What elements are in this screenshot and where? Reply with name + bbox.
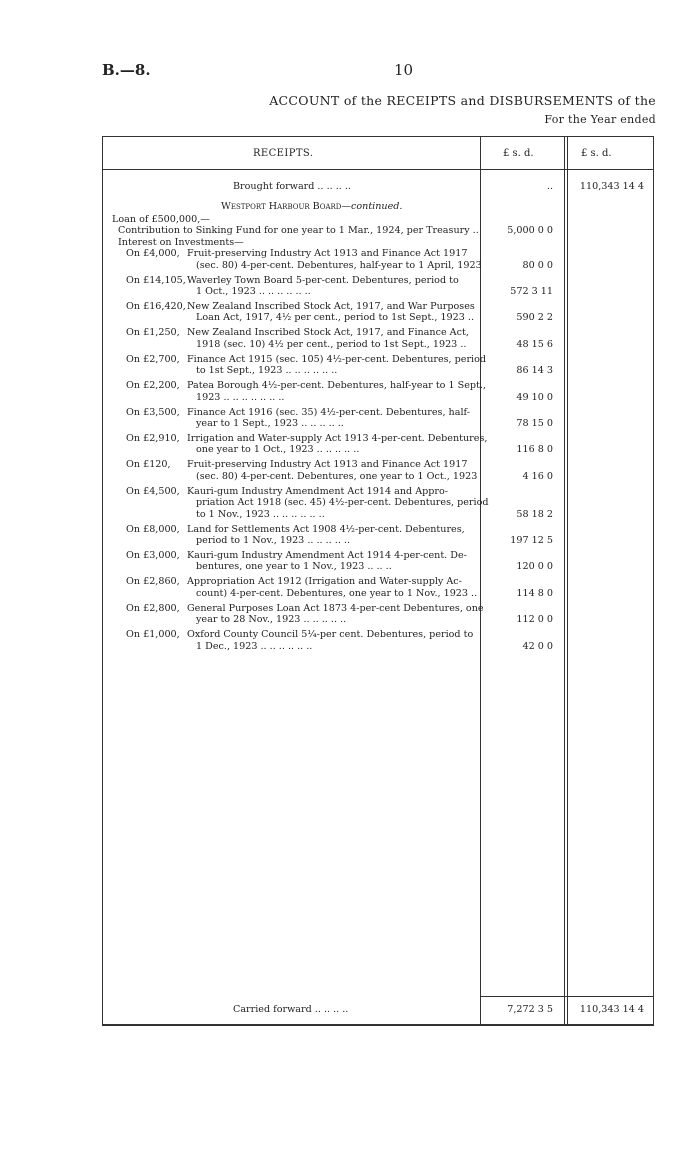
row-description: Kauri-gum Industry Amendment Act 1914 4-per-cent. De- <box>187 550 467 561</box>
row-prefix: On £2,860, <box>126 576 180 588</box>
total-rule <box>480 996 653 997</box>
row-prefix: On £4,500, <box>126 485 180 497</box>
row-description: Waverley Town Board 5-per-cent. Debentures, period to <box>187 274 459 286</box>
row-description: Appropriation Act 1912 (Irrigation and Water-supply Ac- <box>187 576 462 588</box>
row-amount: 49 10 0 <box>516 391 553 403</box>
brought-forward-amount2: 110,343 14 4 <box>579 181 644 192</box>
row-description-cont: to 1 Nov., 1923 .. .. .. .. .. .. <box>196 508 325 520</box>
row-amount: 114 8 0 <box>516 587 553 599</box>
row-prefix: On £2,800, <box>126 602 180 614</box>
row-description-cont: period to 1 Nov., 1923 .. .. .. .. .. <box>196 535 351 546</box>
row-amount: 590 2 2 <box>516 312 553 324</box>
page-title-line1: ACCOUNT of the RECEIPTS and DISBURSEMENTS of the <box>269 93 656 108</box>
row-description-cont: 1 Dec., 1923 .. .. .. .. .. .. <box>196 640 313 652</box>
row-description: Irrigation and Water-supply Act 1913 4-per-cent. Debentures, <box>187 433 488 444</box>
loan-heading: Loan of £500,000,— <box>112 214 210 225</box>
row-prefix: On £1,000, <box>126 629 180 641</box>
row-description-cont: to 1st Sept., 1923 .. .. .. .. .. .. <box>196 365 338 377</box>
sinking-fund-amount: 5,000 0 0 <box>507 225 553 237</box>
row-amount: 197 12 5 <box>510 535 553 546</box>
row-amount: 48 15 6 <box>516 338 553 350</box>
brought-forward-label: Brought forward .. .. .. .. <box>233 181 351 192</box>
column-header-amount2: £ s. d. <box>581 148 612 159</box>
column-divider <box>564 137 565 1024</box>
page-title-line2: For the Year ended <box>544 113 656 126</box>
row-description: Finance Act 1915 (sec. 105) 4½-per-cent. Debentures, period <box>187 353 487 365</box>
receipts-table <box>102 136 654 1026</box>
row-description: Patea Borough 4½-per-cent. Debentures, half-year to 1 Sept., <box>187 380 486 392</box>
row-prefix: On £3,500, <box>126 406 180 418</box>
column-divider <box>567 137 568 1024</box>
row-description: New Zealand Inscribed Stock Act, 1917, and Finance Act, <box>187 327 469 339</box>
carried-forward-amount2: 110,343 14 4 <box>579 1004 644 1015</box>
row-description-cont: priation Act 1918 (sec. 45) 4½-per-cent. Debentures, period <box>196 497 489 509</box>
row-description-cont: bentures, one year to 1 Nov., 1923 .. .. .. <box>196 561 392 573</box>
row-description-cont: 1918 (sec. 10) 4½ per cent., period to 1st Sept., 1923 .. <box>196 338 467 350</box>
row-description-cont: count) 4-per-cent. Debentures, one year to 1 Nov., 1923 .. <box>196 587 478 599</box>
sinking-fund-text: Contribution to Sinking Fund for one year to 1 Mar., 1924, per Treasury .. <box>118 225 479 237</box>
row-description: Land for Settlements Act 1908 4½-per-cent. Debentures, <box>187 523 465 535</box>
carried-forward-label: Carried forward .. .. .. .. <box>233 1004 349 1015</box>
row-prefix: On £1,250, <box>126 327 180 339</box>
carried-forward-amount1: 7,272 3 5 <box>507 1004 553 1015</box>
row-description: General Purposes Loan Act 1873 4-per-cent Debentures, one <box>187 602 484 614</box>
row-prefix: On £14,105, <box>126 274 186 286</box>
row-prefix: On £4,000, <box>126 248 180 260</box>
brought-forward-amount1: .. <box>546 181 553 192</box>
row-description-cont: year to 28 Nov., 1923 .. .. .. .. .. <box>196 614 347 626</box>
row-description-cont: 1 Oct., 1923 .. .. .. .. .. .. <box>196 286 311 297</box>
section-title: Westport Harbour Board—continued. <box>221 201 403 212</box>
row-description-cont: 1923 .. .. .. .. .. .. .. <box>196 391 285 403</box>
header-rule <box>103 169 653 170</box>
row-amount: 80 0 0 <box>522 259 553 271</box>
row-amount: 78 15 0 <box>516 418 553 429</box>
row-description: Oxford County Council 5¼-per cent. Debentures, period to <box>187 629 474 641</box>
row-description: Kauri-gum Industry Amendment Act 1914 and Appro- <box>187 485 449 497</box>
row-amount: 58 18 2 <box>516 508 553 520</box>
page-reference: B.—8. <box>102 61 151 79</box>
row-description: New Zealand Inscribed Stock Act, 1917, and War Purposes <box>187 301 475 312</box>
row-amount: 572 3 11 <box>510 286 553 297</box>
row-prefix: On £16,420, <box>126 301 186 312</box>
row-amount: 112 0 0 <box>516 614 553 626</box>
interest-heading: Interest on Investments— <box>118 236 244 248</box>
row-prefix: On £3,000, <box>126 550 180 561</box>
row-amount: 4 16 0 <box>522 470 553 482</box>
column-header-amount1: £ s. d. <box>503 148 534 159</box>
row-amount: 86 14 3 <box>516 365 553 377</box>
row-amount: 42 0 0 <box>522 640 553 652</box>
row-description: Finance Act 1916 (sec. 35) 4½-per-cent. Debentures, half- <box>187 406 470 418</box>
row-prefix: On £2,910, <box>126 433 180 444</box>
row-amount: 116 8 0 <box>516 444 553 456</box>
row-prefix: On £8,000, <box>126 523 180 535</box>
row-prefix: On £2,200, <box>126 380 180 392</box>
row-prefix: On £2,700, <box>126 353 180 365</box>
column-header-receipts: RECEIPTS. <box>253 148 314 159</box>
row-prefix: On £120, <box>126 459 171 471</box>
row-description-cont: (sec. 80) 4-per-cent. Debentures, one year to 1 Oct., 1923 <box>196 470 478 482</box>
row-amount: 120 0 0 <box>516 561 553 573</box>
row-description-cont: (sec. 80) 4-per-cent. Debentures, half-year to 1 April, 1923 <box>196 259 482 271</box>
row-description-cont: Loan Act, 1917, 4½ per cent., period to 1st Sept., 1923 .. <box>196 312 475 324</box>
page-number: 10 <box>394 61 414 79</box>
row-description: Fruit-preserving Industry Act 1913 and Finance Act 1917 <box>187 248 468 260</box>
row-description-cont: year to 1 Sept., 1923 .. .. .. .. .. <box>196 418 344 429</box>
row-description-cont: one year to 1 Oct., 1923 .. .. .. .. .. <box>196 444 360 456</box>
row-description: Fruit-preserving Industry Act 1913 and Finance Act 1917 <box>187 459 468 471</box>
